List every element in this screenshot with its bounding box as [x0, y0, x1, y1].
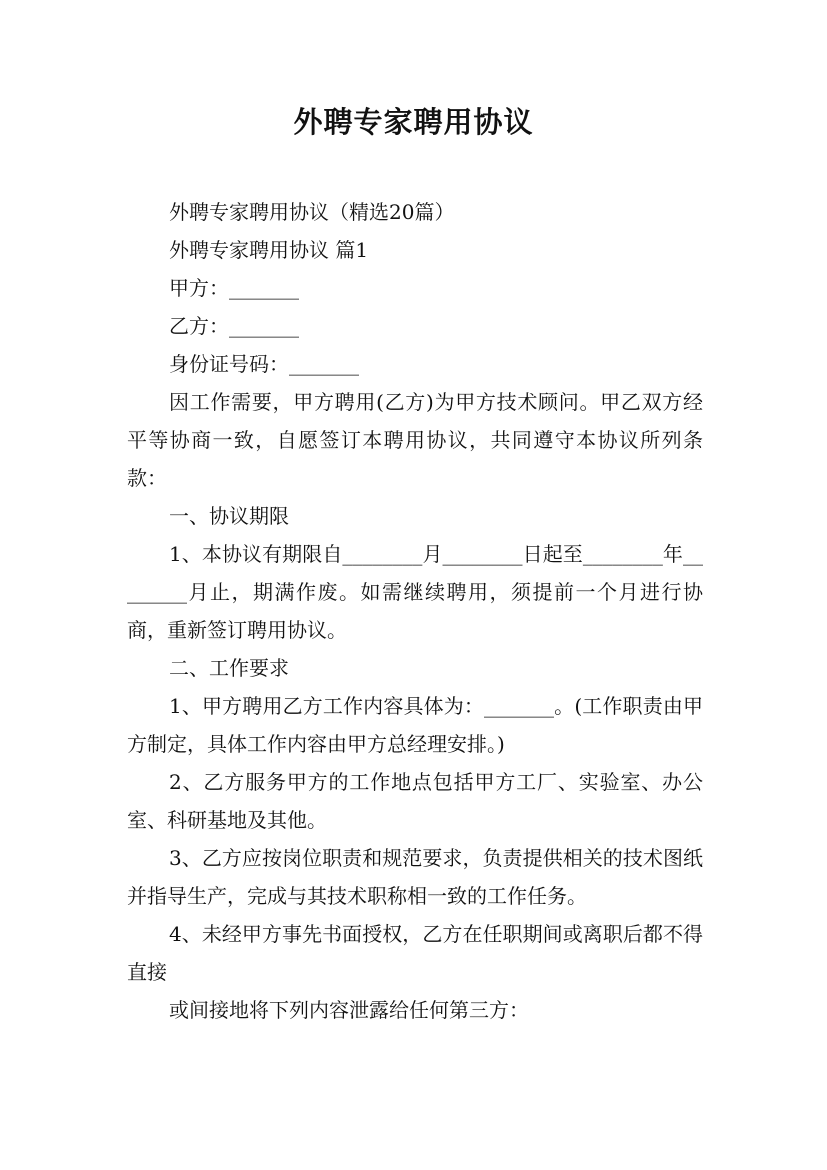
paragraph-subtitle: 外聘专家聘用协议（精选20篇） [169, 200, 455, 224]
paragraph-party-a: 甲方：_______ [169, 276, 299, 300]
paragraph-id-number: 身份证号码：_______ [169, 352, 359, 376]
paragraph-req-1: 1、甲方聘用乙方工作内容具体为：_______。(工作职责由甲方制定，具体工作内容由甲方总经理安排。) [127, 694, 703, 756]
document-title: 外聘专家聘用协议 [293, 105, 534, 139]
paragraph-req-2: 2、乙方服务甲方的工作地点包括甲方工厂、实验室、办公室、科研基地及其他。 [127, 770, 703, 832]
paragraph-term-1: 1、本协议有期限自________月________日起至________年________月止，期满作废。如需继续聘用，须提前一个月进行协商，重新签订聘用协议。 [127, 542, 703, 642]
paragraph-section-heading: 外聘专家聘用协议 篇1 [169, 238, 369, 262]
paragraph-heading-term: 一、协议期限 [169, 504, 289, 528]
paragraph-req-4-continued: 或间接地将下列内容泄露给任何第三方： [169, 998, 529, 1022]
paragraph-intro: 因工作需要，甲方聘用(乙方)为甲方技术顾问。甲乙双方经平等协商一致，自愿签订本聘用协议，共同遵守本协议所列条款： [127, 390, 703, 490]
paragraph-req-3: 3、乙方应按岗位职责和规范要求，负责提供相关的技术图纸并指导生产，完成与其技术职称相一致的工作任务。 [127, 846, 703, 908]
paragraph-party-b: 乙方：_______ [169, 314, 299, 338]
document-body [127, 193, 703, 1029]
paragraph-heading-requirements: 二、工作要求 [169, 656, 289, 680]
paragraph-req-4: 4、未经甲方事先书面授权，乙方在任职期间或离职后都不得直接 [127, 922, 703, 984]
